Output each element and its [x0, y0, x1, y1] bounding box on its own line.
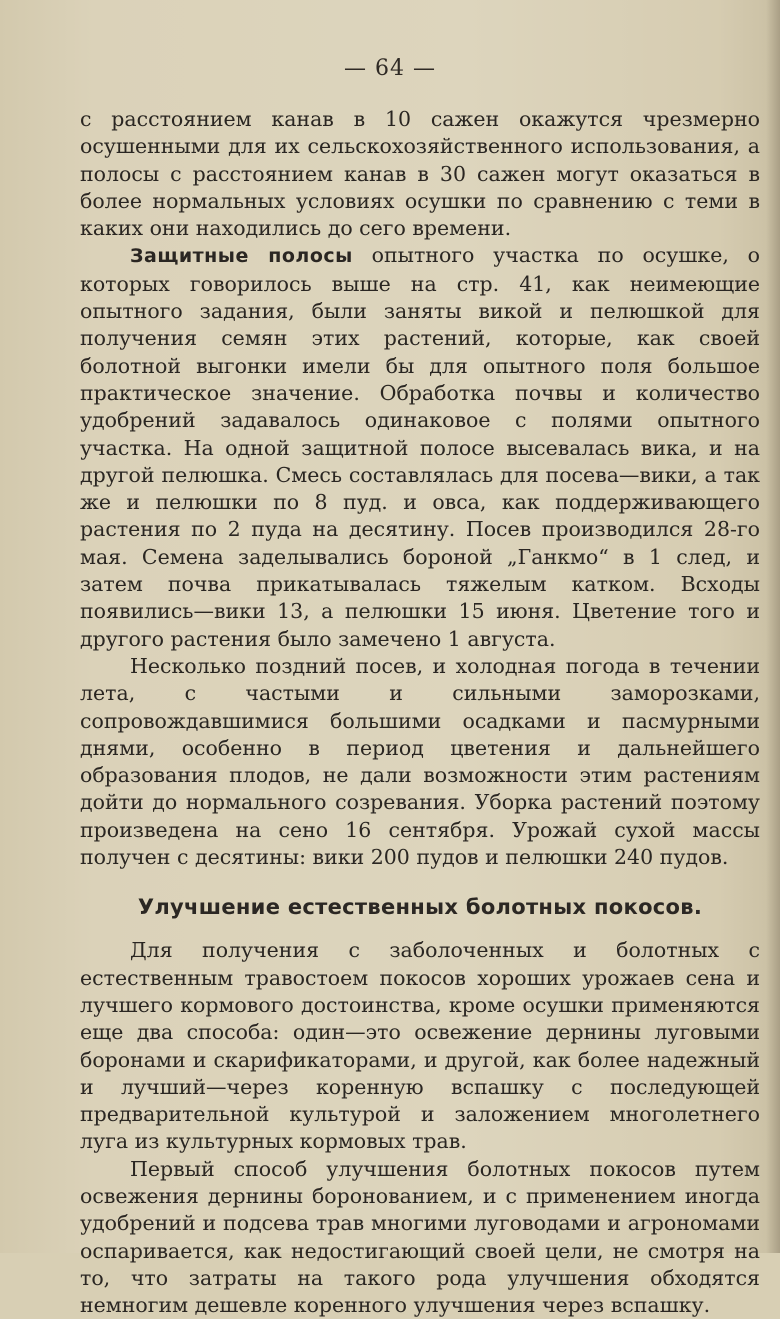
paragraph-4: Для получения с заболоченных и болотных с естественным травостоем покосов хороших урожаев сена и лучшего кормового достоинства, кроме осушки применяются еще два способа: один—это освежение дернины луговыми боронами и скарификаторами, и другой, как более надежный и лучший—через коренную вспашку с последующей предварительной культурой и заложением многолетнего луга из культурных кормовых трав. — [80, 938, 760, 1154]
paragraph-5: Первый способ улучшения болотных покосов путем освежения дернины боронованием, и с применением иногда удобрений и подсева трав многими луговодами и агрономами оспаривается, как недостигающий своей цели, не смотря на то, что затраты на такого рода улучшения обходятся немногим дешевле коренного улучшения через вспашку. — [80, 1156, 760, 1318]
paragraph-2-text: опытного участка по осушке, о которых говорилось выше на стр. 41, как неимеющие опытного задания, были заняты викой и пелюшкой для получения семян этих растений, которые, как своей болотной выгонки имели бы для опытного поля большое практическое значение. Обработка почвы и количество удобрений задавалось одинаковое с полями опытного участка. На одной защитной полосе высевалась вика, и на другой пелюшка. Смесь составлялась для посева—вики, а так же и пелюшки по 8 пуд. и овса, как поддерживающего растения по 2 пуда на десятину. Посев производился 28-го мая. Семена заделывались бороной „Ганкмо“ в 1 след, и затем почва прикатывалась тяжелым катком. Всходы появились—вики 13, а пелюшки 15 июня. Цветение того и другого растения было замечено 1 августа. — [80, 243, 761, 651]
page-number: — 64 — — [344, 56, 436, 81]
section-heading: Улучшение естественных болотных покосов. — [137, 895, 703, 920]
paragraph-1: с расстоянием канав в 10 сажен окажутся чрезмерно осушенными для их сельскохозяйственного использования, а полосы с расстоянием канав в 30 сажен могут оказаться в более нормальных условиях осушки по сравнению с теми в каких они находились до сего времени. — [80, 107, 760, 241]
paragraph-3: Несколько поздний посев, и холодная погода в течении лета, с частыми и сильными заморозками, сопровождавшимися большими осадками и пасмурными днями, особенно в период цветения и дальнейшего образования плодов, не дали возможности этим растениям дойти до нормального созревания. Уборка растений поэтому произведена на сено 16 сентября. Урожай сухой массы получен с десятины: вики 200 пудов и пелюшки 240 пудов. — [80, 653, 760, 870]
paragraph-2 — [80, 242, 760, 652]
page-edge-shadow — [766, 0, 780, 1253]
page-body — [80, 106, 760, 1319]
protective-strips-lead: Защитные полосы — [130, 245, 353, 268]
